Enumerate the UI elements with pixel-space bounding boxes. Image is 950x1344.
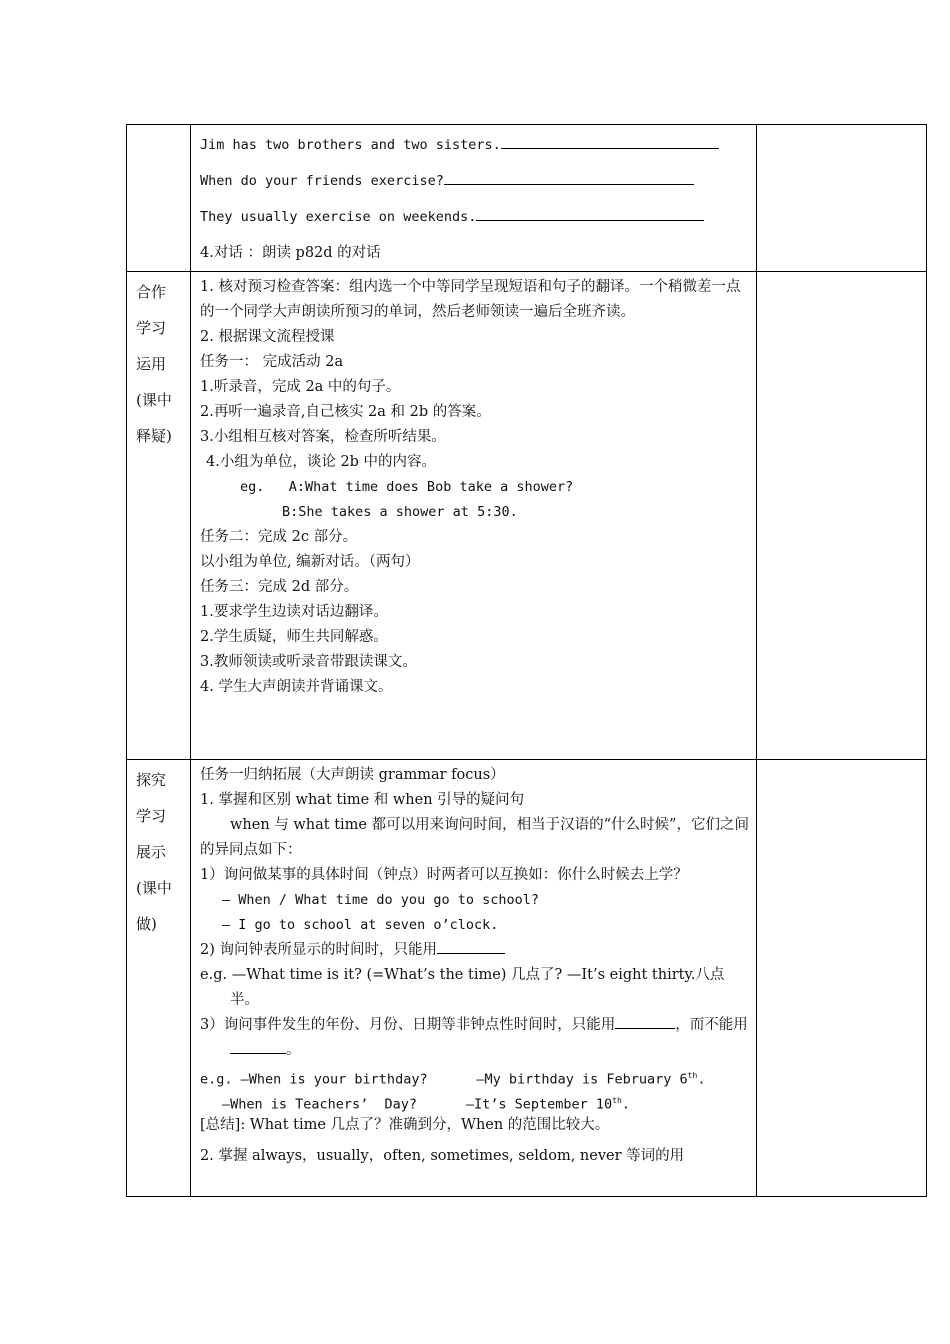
example-a: eg. A:What time does Bob take a shower? <box>240 479 574 495</box>
notes-cell <box>757 272 927 760</box>
sentence-2: When do your friends exercise? <box>200 173 444 189</box>
row-content-preview <box>191 125 757 272</box>
task-summary: 任务一归纳拓展（大声朗读 grammar focus） <box>200 767 505 783</box>
row-label-inquiry: 探究 学习 展示 (课中 做) <box>127 760 191 1197</box>
row-cooperative <box>127 272 927 760</box>
answer-blank <box>476 206 704 221</box>
step-check-answers: 1. 核对预习检查答案：组内选一个中等同学呈现短语和句子的翻译。一个稍微差一点的一个同学大声朗读所预习的单词，然后老师领读一遍后全班齐读。 <box>200 279 741 320</box>
sentence-3: They usually exercise on weekends. <box>200 209 477 225</box>
row-inquiry <box>127 760 927 1197</box>
row-preview <box>127 125 927 272</box>
notes-cell <box>757 125 927 272</box>
lesson-plan-table <box>126 124 927 1197</box>
example-b: B:She takes a shower at 5:30. <box>282 504 518 520</box>
summary-note: [总结]: What time 几点了？准确到分，When 的范围比较大。 <box>200 1117 610 1133</box>
row-label-cooperative: 合作 学习 运用 (课中 释疑) <box>127 272 191 760</box>
answer-blank <box>615 1014 675 1029</box>
answer-blank <box>444 170 694 185</box>
row-content-cooperative: 1. 核对预习检查答案：组内选一个中等同学呈现短语和句子的翻译。一个稍微差一点的一个同学大声朗读所预习的单词，然后老师领读一遍后全班齐读。 2. 根据课文流程授课 任务一： 完成活动 2a 1.听录音，完成 2a 中的句子。 2.再听一遍录音,自己核实 2a 和 2b 的答案。 3.小组相互核对答案，检查所听结果。 4.小组为单位，谈论 2b 中的内容。 eg. A:What time does Bob take a shower? B:She takes a shower at 5:30. 任务二：完成 2c 部分。 以小组为单位, 编新对话。（两句） 任务三：完成 2d 部分。 1.要求学生边读对话边翻译。 2.学生质疑，师生共同解惑。 3.教师领读或听录音带跟读课文。 4. 学生大声朗读并背诵课文。 <box>191 272 757 760</box>
notes-cell <box>757 760 927 1197</box>
row-content-inquiry: 任务一归纳拓展（大声朗读 grammar focus） 1. 掌握和区别 what time 和 when 引导的疑问句 when 与 what time 都可以用来询问时间，相当于汉语的“什么时候”，它们之间的异同点如下： 1）询问做某事的具体时间（钟点）时两者可以互换如：你什么时候去上学？ — When / What time do you go to school? — I go to school at seven o’clock. 2) 询问钟表所显示的时间时，只能用 e.g. —What time is it? (=What’s the time) 几点了? —It’s eight thirty.八点半。 3）询问事件发生的年份、月份、日期等非钟点性时间时，只能用 ，而不能用。 e.g. —When is your birthday? —My birthday is February 6th. —When is Teachers’ Day? —It’s September 10th. [总结]: What time 几点了？准确到分，When 的范围比较大。 2. 掌握 always，usually，often, sometimes, seldom, never 等词的用 <box>191 760 757 1197</box>
answer-blank <box>437 939 505 954</box>
row-label-empty <box>127 125 191 272</box>
answer-blank <box>501 134 719 149</box>
answer-blank <box>230 1039 286 1054</box>
sentence-1: Jim has two brothers and two sisters. <box>200 137 501 153</box>
dialogue-task: 4.对话 ：朗读 p82d 的对话 <box>200 245 381 261</box>
